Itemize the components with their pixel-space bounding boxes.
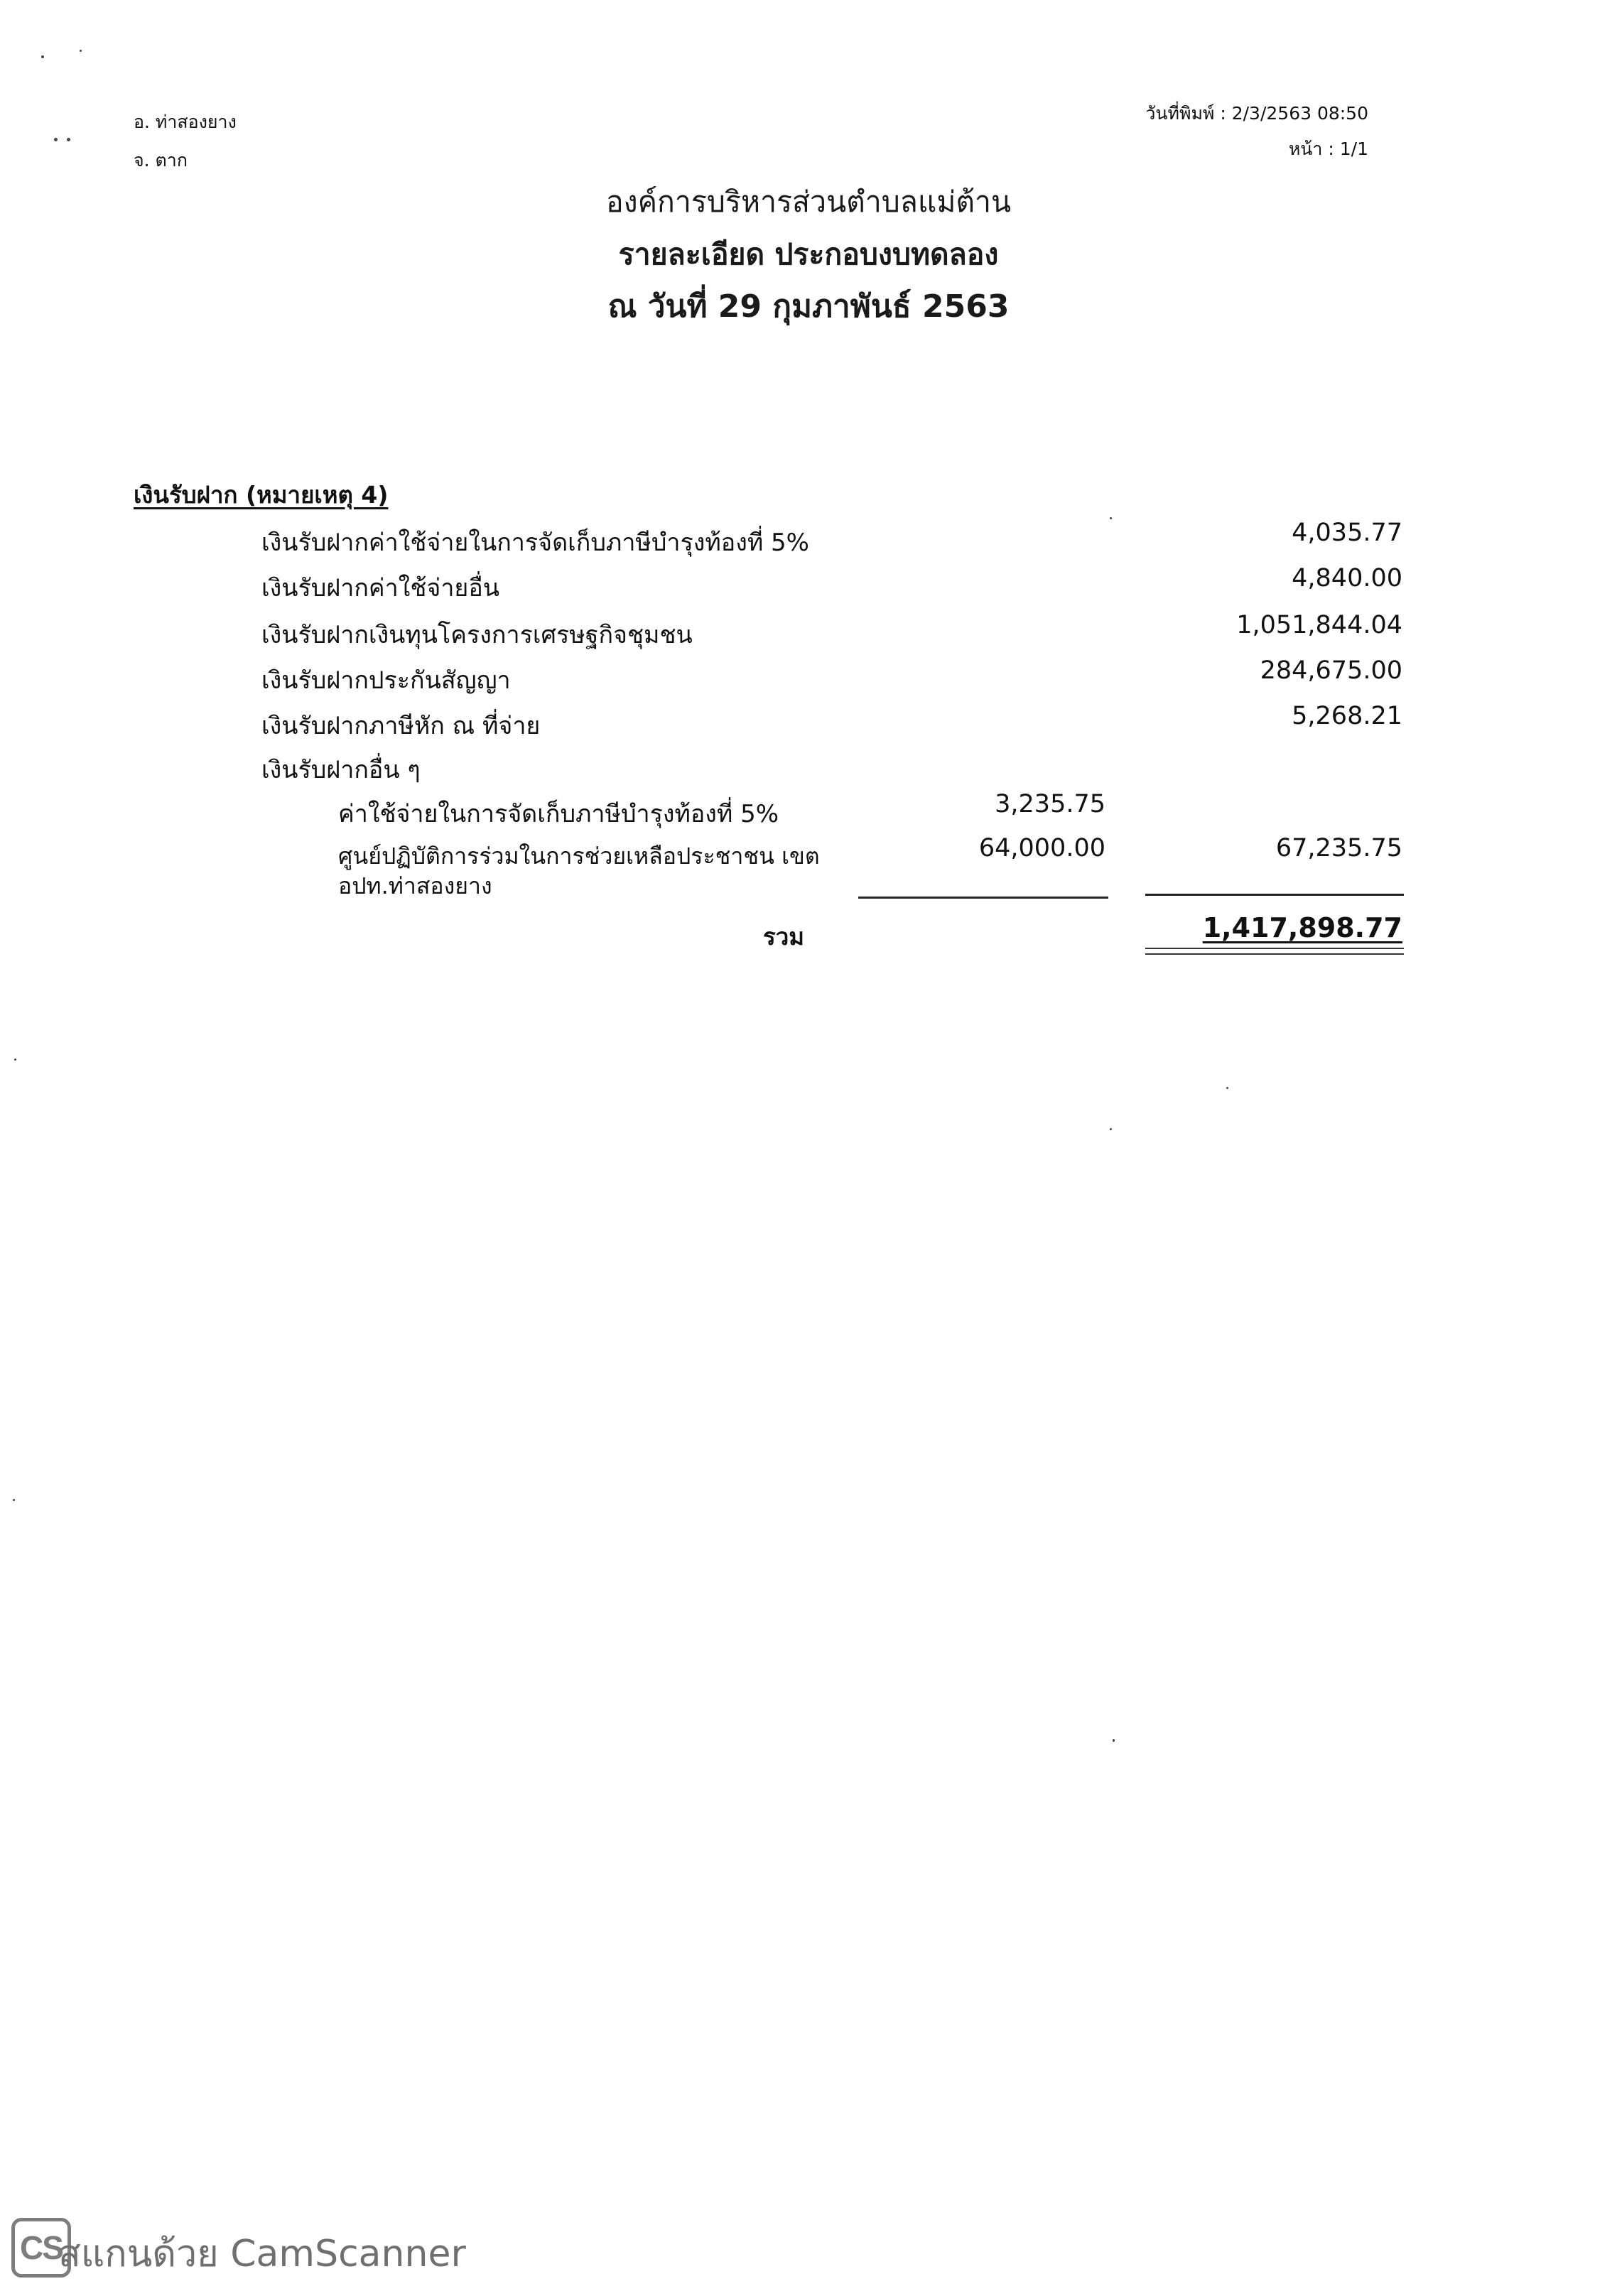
province-label: จ. ตาก	[134, 150, 188, 170]
scan-speck	[1110, 517, 1112, 519]
print-date: วันที่พิมพ์ : 2/3/2563 08:50	[1145, 103, 1368, 124]
item-label: เงินรับฝากค่าใช้จ่ายอื่น	[261, 574, 500, 602]
scan-speck	[1113, 1739, 1115, 1742]
item-label: เงินรับฝากภาษีหัก ณ ที่จ่าย	[261, 712, 541, 740]
district-label: อ. ท่าสองยาง	[134, 112, 237, 132]
total-label: รวม	[763, 923, 805, 951]
subitem-label: ค่าใช้จ่ายในการจัดเก็บภาษีบำรุงท้องที่ 5%	[338, 800, 779, 828]
subitem-amount: 64,000.00	[978, 834, 1105, 862]
item-amount: 1,051,844.04	[1236, 611, 1402, 639]
total-amount: 1,417,898.77	[1202, 912, 1402, 943]
section-heading: เงินรับฝาก (หมายเหตุ 4)	[134, 481, 389, 509]
org-title: องค์การบริหารส่วนตำบลแม่ต้าน	[605, 185, 1012, 219]
item-amount: 284,675.00	[1260, 656, 1402, 685]
camscanner-logo: CS	[11, 2218, 71, 2278]
total-double-rule	[1145, 948, 1404, 955]
scan-speck	[1226, 1087, 1228, 1089]
item-amount: 4,035.77	[1292, 519, 1402, 547]
scan-speck	[80, 50, 82, 52]
scan-speck	[13, 1499, 15, 1501]
subitem-label: ศูนย์ปฏิบัติการร่วมในการช่วยเหลือประชาชน เขต	[338, 843, 820, 870]
column-rule	[1145, 894, 1404, 896]
subitem-subtotal: 67,235.75	[1275, 834, 1402, 862]
scan-speck	[67, 138, 70, 141]
item-label: เงินรับฝากเงินทุนโครงการเศรษฐกิจชุมชน	[261, 621, 693, 649]
scan-speck	[54, 138, 58, 141]
item-label: เงินรับฝากประกันสัญญา	[261, 666, 511, 695]
subitem-amount: 3,235.75	[995, 790, 1105, 818]
item-amount: 4,840.00	[1292, 564, 1402, 592]
item-amount: 5,268.21	[1292, 702, 1402, 730]
scan-speck	[41, 55, 44, 58]
item-label: เงินรับฝากอื่น ๆ	[261, 756, 421, 784]
scan-speck	[1110, 1128, 1112, 1130]
subtotal-rule	[858, 897, 1108, 899]
scan-speck	[14, 1058, 16, 1061]
as-of-date: ณ วันที่ 29 กุมภาพันธ์ 2563	[607, 288, 1010, 325]
report-title: รายละเอียด ประกอบงบทดลอง	[618, 237, 999, 271]
camscanner-watermark: สแกนด้วย CamScanner	[58, 2233, 466, 2275]
subitem-label-line2: อปท.ท่าสองยาง	[338, 872, 492, 899]
item-label: เงินรับฝากค่าใช้จ่ายในการจัดเก็บภาษีบำรุงท้องที่ 5%	[261, 529, 809, 557]
page-number: หน้า : 1/1	[1288, 139, 1368, 159]
